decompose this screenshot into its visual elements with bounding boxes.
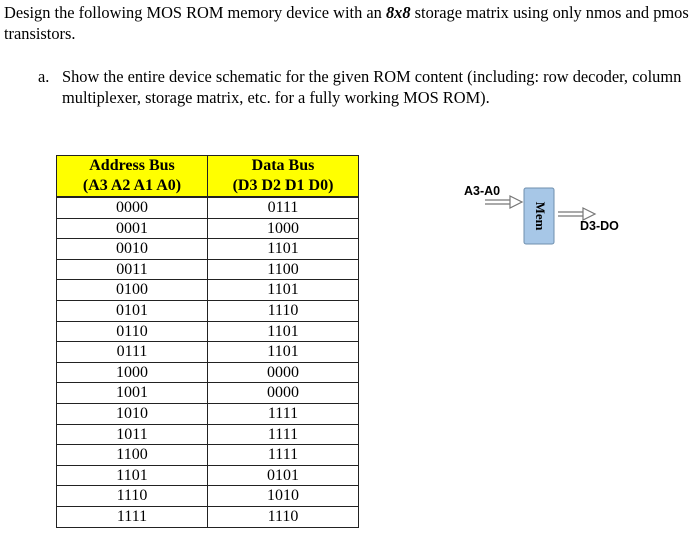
- data-cell: 1101: [208, 342, 359, 363]
- table-row: [57, 218, 359, 239]
- table-row: [57, 403, 359, 424]
- address-cell: 1001: [57, 383, 208, 404]
- address-cell: 0001: [57, 218, 208, 239]
- data-cell: 0000: [208, 362, 359, 383]
- data-cell: 1101: [208, 280, 359, 301]
- data-cell: 0101: [208, 465, 359, 486]
- input-label: A3-A0: [464, 184, 501, 198]
- address-cell: 0011: [57, 259, 208, 280]
- address-cell: 0000: [57, 197, 208, 218]
- address-cell: 0100: [57, 280, 208, 301]
- table-row: [57, 445, 359, 466]
- data-cell: 1101: [208, 321, 359, 342]
- table-row: [57, 424, 359, 445]
- address-cell: 0101: [57, 300, 208, 321]
- output-label: D3-DO: [580, 219, 619, 233]
- data-cell: 1101: [208, 239, 359, 260]
- question-intro: Design the following MOS ROM memory device with an 8x8 storage matrix using only nmos and pmos transistors.: [4, 3, 689, 43]
- table-row: [57, 465, 359, 486]
- table-row: [57, 362, 359, 383]
- address-cell: 1110: [57, 486, 208, 507]
- address-cell: 1000: [57, 362, 208, 383]
- address-cell: 1011: [57, 424, 208, 445]
- data-cell: 1100: [208, 259, 359, 280]
- task-marker: a.: [38, 67, 50, 86]
- table-row: [57, 280, 359, 301]
- rom-content-table: [56, 155, 359, 528]
- table-row: [57, 300, 359, 321]
- data-cell: 1111: [208, 445, 359, 466]
- data-cell: 1010: [208, 486, 359, 507]
- data-cell: 0000: [208, 383, 359, 404]
- table-row: [57, 342, 359, 363]
- data-cell: 1111: [208, 424, 359, 445]
- address-cell: 0111: [57, 342, 208, 363]
- table-row: [57, 259, 359, 280]
- memory-block-svg: [455, 178, 695, 258]
- memory-block-label: Mem: [533, 201, 549, 231]
- table-row: [57, 486, 359, 507]
- memory-block-diagram: [455, 178, 695, 258]
- address-cell: 1101: [57, 465, 208, 486]
- data-bus-header: Data Bus: [208, 156, 359, 177]
- data-cell: 1000: [208, 218, 359, 239]
- address-cell: 1111: [57, 506, 208, 527]
- address-cell: 1010: [57, 403, 208, 424]
- data-cell: 1110: [208, 300, 359, 321]
- address-bus-header: Address Bus: [57, 156, 208, 177]
- data-cell: 1110: [208, 506, 359, 527]
- input-arrow-icon: [485, 196, 522, 208]
- table-row: [57, 383, 359, 404]
- data-cell: 1111: [208, 403, 359, 424]
- output-arrow-icon: [558, 208, 595, 220]
- task-text: Show the entire device schematic for the given ROM content (including: row decoder, column multiplexer, storage matrix, etc. for a fully working MOS ROM).: [62, 67, 682, 107]
- address-bus-bits-header: (A3 A2 A1 A0): [57, 176, 208, 197]
- table-row: [57, 197, 359, 218]
- table-row: [57, 321, 359, 342]
- address-cell: 0110: [57, 321, 208, 342]
- data-bus-bits-header: (D3 D2 D1 D0): [208, 176, 359, 197]
- table-row: [57, 506, 359, 527]
- data-cell: 0111: [208, 197, 359, 218]
- address-cell: 0010: [57, 239, 208, 260]
- address-cell: 1100: [57, 445, 208, 466]
- matrix-size: 8x8: [385, 3, 411, 22]
- table-row: [57, 239, 359, 260]
